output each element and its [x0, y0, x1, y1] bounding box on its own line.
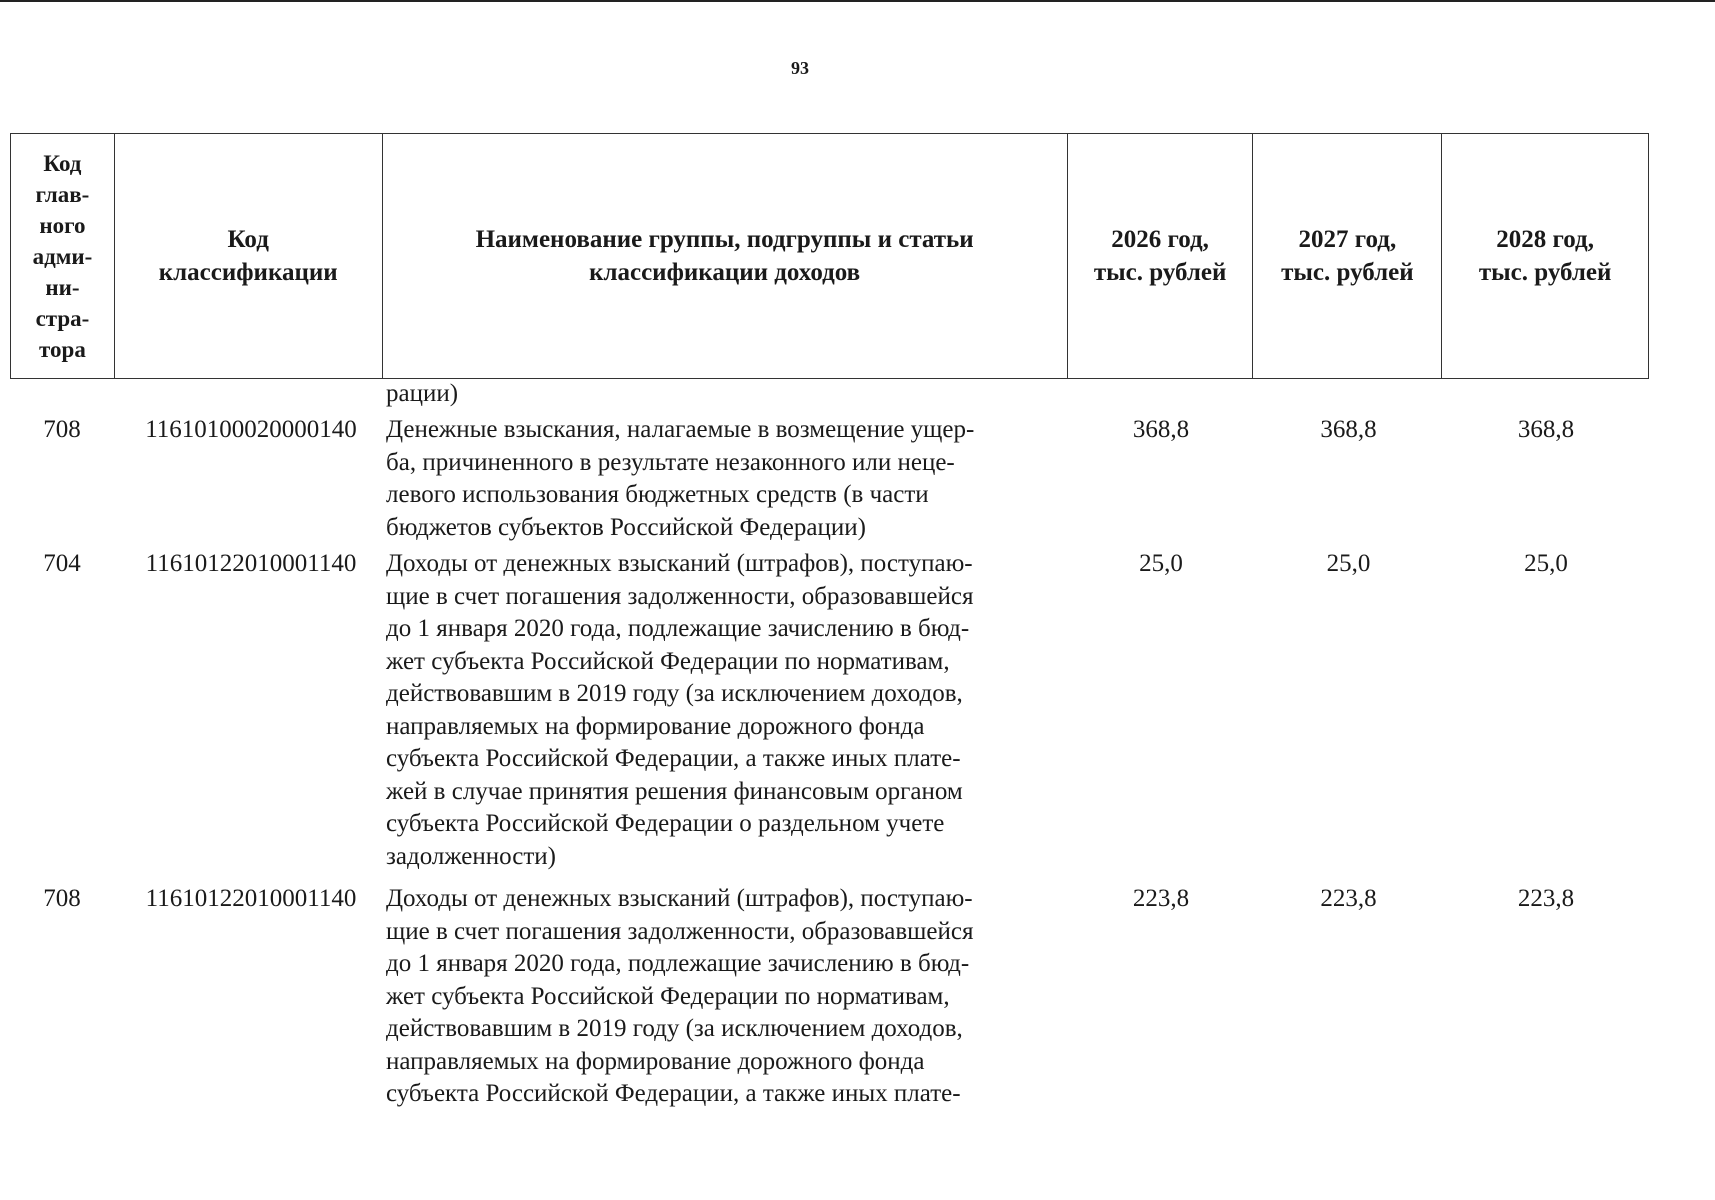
class-code-cell: 11610122010001140 — [145, 550, 357, 577]
table-body — [10, 380, 1649, 1123]
admin-code-cell: 704 — [43, 550, 81, 577]
continuation-row — [10, 380, 1649, 414]
table-row — [10, 883, 1649, 1123]
header-class-code: Код классификации — [115, 134, 383, 378]
page-number: 93 — [791, 58, 809, 78]
value-2027-cell: 368,8 — [1320, 416, 1377, 443]
header-admin-code: Код глав- ного адми- ни- стра- тора — [11, 134, 115, 378]
name-cell: Денежные взыскания, налагаемые в возмещение ущер- ба, причиненного в результате незаконного или неце- левого использования бюджетных средств (в части бюджетов субъектов Российской Федерации) — [386, 416, 975, 541]
table-row — [10, 548, 1649, 883]
class-code-cell: 11610100020000140 — [145, 416, 357, 443]
header-name: Наименование группы, подгруппы и статьи классификации доходов — [383, 134, 1068, 378]
continuation-text: рации) — [386, 380, 459, 407]
value-2028-cell: 25,0 — [1524, 550, 1568, 577]
value-2026-cell: 25,0 — [1139, 550, 1183, 577]
admin-code-cell: 708 — [43, 416, 81, 443]
class-code-cell: 11610122010001140 — [145, 885, 357, 912]
name-cell: Доходы от денежных взысканий (штрафов), поступаю- щие в счет погашения задолженности, образовавшейся до 1 января 2020 года, подлежащие зачислению в бюд- жет субъекта Российской Федерации по нормативам, действовавшим в 2019 году (за исключением доходов, направляемых на формирование дорожного фонда субъекта Российской Федерации, а также иных плате- — [386, 885, 974, 1107]
value-2026-cell: 223,8 — [1132, 885, 1190, 912]
header-2028: 2028 год, тыс. рублей — [1478, 226, 1612, 286]
table-row — [10, 414, 1649, 548]
value-2027-cell: 223,8 — [1320, 885, 1377, 912]
admin-code-cell: 708 — [43, 885, 81, 912]
value-2028-cell: 223,8 — [1517, 885, 1575, 912]
name-cell: Доходы от денежных взысканий (штрафов), поступаю- щие в счет погашения задолженности, образовавшейся до 1 января 2020 года, подлежащие зачислению в бюд- жет субъекта Российской Федерации по нормативам, действовавшим в 2019 году (за исключением доходов, направляемых на формирование дорожного фонда субъекта Российской Федерации, а также иных плате- жей в случае принятия решения финансовым органом субъекта Российской Федерации о раздельном учете задолженности) — [386, 550, 974, 870]
value-2027-cell: 25,0 — [1326, 550, 1371, 577]
value-2026-cell: 368,8 — [1132, 416, 1190, 443]
header-2027: 2027 год, тыс. рублей — [1253, 134, 1442, 378]
header-2026: 2026 год, тыс. рублей — [1068, 134, 1254, 378]
value-2028-cell: 368,8 — [1517, 416, 1575, 443]
top-rule — [0, 0, 1715, 2]
table-header — [10, 133, 1649, 379]
